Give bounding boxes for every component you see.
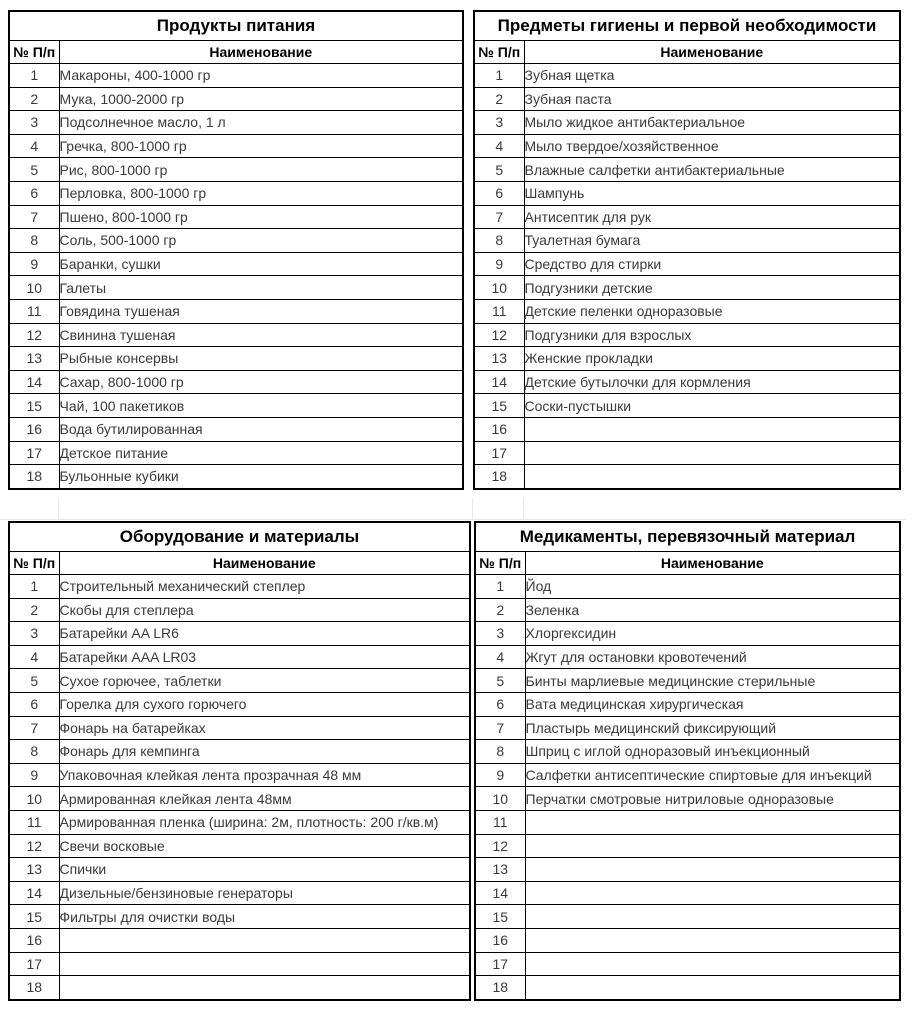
table-row [9, 928, 470, 952]
row-number-cell: 11 [9, 299, 59, 323]
table-row [474, 134, 900, 158]
row-number-cell: 14 [475, 881, 525, 905]
row-name-cell: Батарейки AAA LR03 [59, 645, 470, 669]
table-row [9, 181, 463, 205]
table-header-row [474, 41, 900, 64]
table-row [474, 87, 900, 111]
table-row [474, 370, 900, 394]
table-row [9, 205, 463, 229]
row-number-cell: 15 [475, 905, 525, 929]
row-name-cell: Гречка, 800-1000 гр [59, 134, 463, 158]
column-header-name: Наименование [59, 41, 463, 64]
table-row [474, 158, 900, 182]
row-name-cell [59, 976, 470, 1000]
row-number-cell: 12 [474, 323, 524, 347]
table-row [9, 598, 470, 622]
row-name-cell: Упаковочная клейкая лента прозрачная 48 мм [59, 763, 470, 787]
row-number-cell: 16 [9, 417, 59, 441]
row-number-cell: 13 [9, 858, 59, 882]
row-name-cell: Пшено, 800-1000 гр [59, 205, 463, 229]
row-name-cell: Жгут для остановки кровотечений [525, 645, 900, 669]
table-row [474, 276, 900, 300]
table-row [474, 64, 900, 88]
row-number-cell: 17 [9, 952, 59, 976]
table-row [9, 669, 470, 693]
table-row [475, 575, 900, 599]
row-number-cell: 3 [9, 111, 59, 135]
column-header-number: № П/п [9, 41, 59, 64]
row-number-cell: 18 [9, 465, 59, 489]
row-name-cell: Рыбные консервы [59, 347, 463, 371]
table-row [475, 645, 900, 669]
row-name-cell: Мыло твердое/хозяйственное [524, 134, 900, 158]
column-header-number: № П/п [9, 552, 59, 575]
table-row [475, 740, 900, 764]
row-name-cell: Баранки, сушки [59, 252, 463, 276]
row-number-cell: 7 [475, 716, 525, 740]
row-number-cell: 10 [474, 276, 524, 300]
row-name-cell: Говядина тушеная [59, 299, 463, 323]
table-row [9, 370, 463, 394]
gridline-vertical [472, 498, 473, 519]
row-number-cell: 1 [9, 64, 59, 88]
table-row [9, 740, 470, 764]
row-name-cell: Соль, 500-1000 гр [59, 229, 463, 253]
row-number-cell: 7 [9, 205, 59, 229]
row-name-cell: Влажные салфетки антибактериальные [524, 158, 900, 182]
table-title: Оборудование и материалы [9, 522, 470, 552]
column-header-number: № П/п [475, 552, 525, 575]
table-row [474, 323, 900, 347]
row-name-cell [525, 881, 900, 905]
row-number-cell: 11 [474, 299, 524, 323]
table-row [475, 692, 900, 716]
gridline-vertical [523, 498, 524, 519]
table-row [474, 252, 900, 276]
row-name-cell: Свинина тушеная [59, 323, 463, 347]
row-name-cell: Сухое горючее, таблетки [59, 669, 470, 693]
table-row [474, 417, 900, 441]
table-row [9, 276, 463, 300]
row-number-cell: 2 [9, 87, 59, 111]
table-title: Продукты питания [9, 11, 463, 41]
table-row [9, 645, 470, 669]
row-name-cell [525, 928, 900, 952]
gridline-horizontal [0, 519, 906, 520]
row-name-cell: Дизельные/бензиновые генераторы [59, 881, 470, 905]
row-name-cell: Горелка для сухого горючего [59, 692, 470, 716]
row-name-cell: Соски-пустышки [524, 394, 900, 418]
table-header-row [9, 552, 470, 575]
column-header-name: Наименование [524, 41, 900, 64]
row-number-cell: 15 [474, 394, 524, 418]
row-name-cell [524, 465, 900, 489]
row-name-cell: Перловка, 800-1000 гр [59, 181, 463, 205]
row-name-cell: Строительный механический степлер [59, 575, 470, 599]
table-row [475, 905, 900, 929]
row-name-cell: Женские прокладки [524, 347, 900, 371]
table-row [474, 229, 900, 253]
table-row [9, 905, 470, 929]
row-number-cell: 14 [474, 370, 524, 394]
row-name-cell: Детское питание [59, 441, 463, 465]
row-number-cell: 12 [9, 323, 59, 347]
row-number-cell: 8 [475, 740, 525, 764]
row-number-cell: 17 [475, 952, 525, 976]
table-row [474, 394, 900, 418]
row-number-cell: 1 [474, 64, 524, 88]
row-name-cell: Шприц с иглой одноразовый инъекционный [525, 740, 900, 764]
row-number-cell: 4 [475, 645, 525, 669]
table-row [474, 205, 900, 229]
row-name-cell: Зубная паста [524, 87, 900, 111]
row-number-cell: 18 [9, 976, 59, 1000]
row-number-cell: 5 [475, 669, 525, 693]
row-name-cell: Подгузники детские [524, 276, 900, 300]
table-title-row [9, 11, 463, 41]
row-number-cell: 11 [9, 810, 59, 834]
row-number-cell: 15 [9, 394, 59, 418]
table-hygiene-items [473, 10, 901, 490]
row-number-cell: 2 [9, 598, 59, 622]
table-row [474, 111, 900, 135]
row-name-cell: Бинты марлиевые медицинские стерильные [525, 669, 900, 693]
row-name-cell: Подсолнечное масло, 1 л [59, 111, 463, 135]
row-name-cell: Средство для стирки [524, 252, 900, 276]
row-name-cell: Фонарь на батарейках [59, 716, 470, 740]
table-title: Предметы гигиены и первой необходимости [474, 11, 900, 41]
table-header-row [475, 552, 900, 575]
table-row [9, 158, 463, 182]
row-name-cell: Детские бутылочки для кормления [524, 370, 900, 394]
row-name-cell: Мука, 1000-2000 гр [59, 87, 463, 111]
table-row [9, 229, 463, 253]
table-row [475, 858, 900, 882]
row-name-cell: Вата медицинская хирургическая [525, 692, 900, 716]
row-number-cell: 5 [474, 158, 524, 182]
row-name-cell: Мыло жидкое антибактериальное [524, 111, 900, 135]
row-number-cell: 5 [9, 669, 59, 693]
row-number-cell: 8 [9, 740, 59, 764]
table-row [9, 763, 470, 787]
table-row [9, 323, 463, 347]
row-name-cell [525, 976, 900, 1000]
table-row [9, 858, 470, 882]
table-row [475, 952, 900, 976]
row-number-cell: 3 [474, 111, 524, 135]
row-number-cell: 4 [9, 134, 59, 158]
table-row [475, 598, 900, 622]
row-name-cell: Пластырь медицинский фиксирующий [525, 716, 900, 740]
row-number-cell: 3 [475, 622, 525, 646]
row-number-cell: 12 [9, 834, 59, 858]
row-name-cell: Фонарь для кемпинга [59, 740, 470, 764]
table-row [475, 810, 900, 834]
row-name-cell: Армированная клейкая лента 48мм [59, 787, 470, 811]
table-equipment-materials [8, 521, 471, 1001]
table-row [9, 394, 463, 418]
row-number-cell: 18 [475, 976, 525, 1000]
row-number-cell: 10 [9, 787, 59, 811]
row-name-cell: Салфетки антисептические спиртовые для инъекций [525, 763, 900, 787]
row-number-cell: 9 [474, 252, 524, 276]
table-row [9, 575, 470, 599]
row-name-cell: Рис, 800-1000 гр [59, 158, 463, 182]
table-row [9, 347, 463, 371]
row-number-cell: 14 [9, 370, 59, 394]
table-row [9, 134, 463, 158]
row-name-cell: Батарейки AA LR6 [59, 622, 470, 646]
row-number-cell: 6 [9, 181, 59, 205]
row-name-cell: Шампунь [524, 181, 900, 205]
row-number-cell: 10 [475, 787, 525, 811]
row-number-cell: 7 [474, 205, 524, 229]
row-number-cell: 7 [9, 716, 59, 740]
table-row [9, 810, 470, 834]
table-row [474, 347, 900, 371]
row-number-cell: 17 [474, 441, 524, 465]
table-row [9, 465, 463, 489]
row-name-cell: Вода бутилированная [59, 417, 463, 441]
row-name-cell: Свечи восковые [59, 834, 470, 858]
row-name-cell: Хлоргексидин [525, 622, 900, 646]
row-name-cell [59, 928, 470, 952]
row-number-cell: 9 [9, 763, 59, 787]
row-number-cell: 1 [9, 575, 59, 599]
row-number-cell: 12 [475, 834, 525, 858]
row-number-cell: 15 [9, 905, 59, 929]
row-number-cell: 4 [474, 134, 524, 158]
row-number-cell: 2 [475, 598, 525, 622]
table-row [475, 669, 900, 693]
row-name-cell: Макароны, 400-1000 гр [59, 64, 463, 88]
row-name-cell: Детские пеленки одноразовые [524, 299, 900, 323]
row-number-cell: 13 [474, 347, 524, 371]
row-name-cell [524, 441, 900, 465]
table-title: Медикаменты, перевязочный материал [475, 522, 900, 552]
row-name-cell: Йод [525, 575, 900, 599]
table-row [9, 976, 470, 1000]
table-row [475, 976, 900, 1000]
table-row [9, 87, 463, 111]
row-number-cell: 16 [9, 928, 59, 952]
gridline-vertical [58, 498, 59, 519]
row-name-cell [525, 834, 900, 858]
table-row [9, 622, 470, 646]
table-title-row [9, 522, 470, 552]
row-name-cell: Скобы для степлера [59, 598, 470, 622]
row-number-cell: 8 [9, 229, 59, 253]
row-number-cell: 1 [475, 575, 525, 599]
row-number-cell: 3 [9, 622, 59, 646]
table-row [9, 952, 470, 976]
row-name-cell: Бульонные кубики [59, 465, 463, 489]
table-row [9, 441, 463, 465]
table-row [9, 787, 470, 811]
table-row [9, 881, 470, 905]
table-row [9, 834, 470, 858]
table-row [475, 622, 900, 646]
table-row [475, 928, 900, 952]
row-name-cell: Фильтры для очистки воды [59, 905, 470, 929]
row-name-cell [525, 905, 900, 929]
row-number-cell: 9 [475, 763, 525, 787]
row-name-cell: Чай, 100 пакетиков [59, 394, 463, 418]
table-medicines-dressings [474, 521, 901, 1001]
table-title-row [475, 522, 900, 552]
row-name-cell [525, 952, 900, 976]
table-row [9, 299, 463, 323]
table-row [9, 64, 463, 88]
row-number-cell: 13 [9, 347, 59, 371]
row-number-cell: 5 [9, 158, 59, 182]
table-header-row [9, 41, 463, 64]
table-row [9, 417, 463, 441]
table-row [474, 441, 900, 465]
table-row [9, 111, 463, 135]
table-row [9, 252, 463, 276]
row-number-cell: 16 [475, 928, 525, 952]
row-name-cell: Подгузники для взрослых [524, 323, 900, 347]
row-name-cell: Галеты [59, 276, 463, 300]
table-row [475, 763, 900, 787]
table-row [474, 465, 900, 489]
row-number-cell: 11 [475, 810, 525, 834]
row-number-cell: 6 [9, 692, 59, 716]
table-row [9, 692, 470, 716]
row-name-cell [59, 952, 470, 976]
row-name-cell: Туалетная бумага [524, 229, 900, 253]
table-row [475, 834, 900, 858]
table-row [475, 716, 900, 740]
row-number-cell: 4 [9, 645, 59, 669]
column-header-name: Наименование [59, 552, 470, 575]
row-number-cell: 17 [9, 441, 59, 465]
row-name-cell: Спички [59, 858, 470, 882]
column-header-number: № П/п [474, 41, 524, 64]
table-food-products [8, 10, 464, 490]
row-name-cell: Антисептик для рук [524, 205, 900, 229]
row-number-cell: 14 [9, 881, 59, 905]
row-number-cell: 8 [474, 229, 524, 253]
table-row [474, 181, 900, 205]
table-row [475, 881, 900, 905]
row-number-cell: 16 [474, 417, 524, 441]
column-header-name: Наименование [525, 552, 900, 575]
row-name-cell: Перчатки смотровые нитриловые одноразовые [525, 787, 900, 811]
row-name-cell: Армированная пленка (ширина: 2м, плотность: 200 г/кв.м) [59, 810, 470, 834]
row-number-cell: 9 [9, 252, 59, 276]
row-number-cell: 13 [475, 858, 525, 882]
row-number-cell: 10 [9, 276, 59, 300]
row-number-cell: 6 [474, 181, 524, 205]
row-number-cell: 2 [474, 87, 524, 111]
table-title-row [474, 11, 900, 41]
table-row [474, 299, 900, 323]
table-row [475, 787, 900, 811]
row-name-cell [525, 810, 900, 834]
row-name-cell: Зеленка [525, 598, 900, 622]
row-name-cell [524, 417, 900, 441]
row-number-cell: 18 [474, 465, 524, 489]
row-number-cell: 6 [475, 692, 525, 716]
row-name-cell: Сахар, 800-1000 гр [59, 370, 463, 394]
row-name-cell: Зубная щетка [524, 64, 900, 88]
table-row [9, 716, 470, 740]
row-name-cell [525, 858, 900, 882]
